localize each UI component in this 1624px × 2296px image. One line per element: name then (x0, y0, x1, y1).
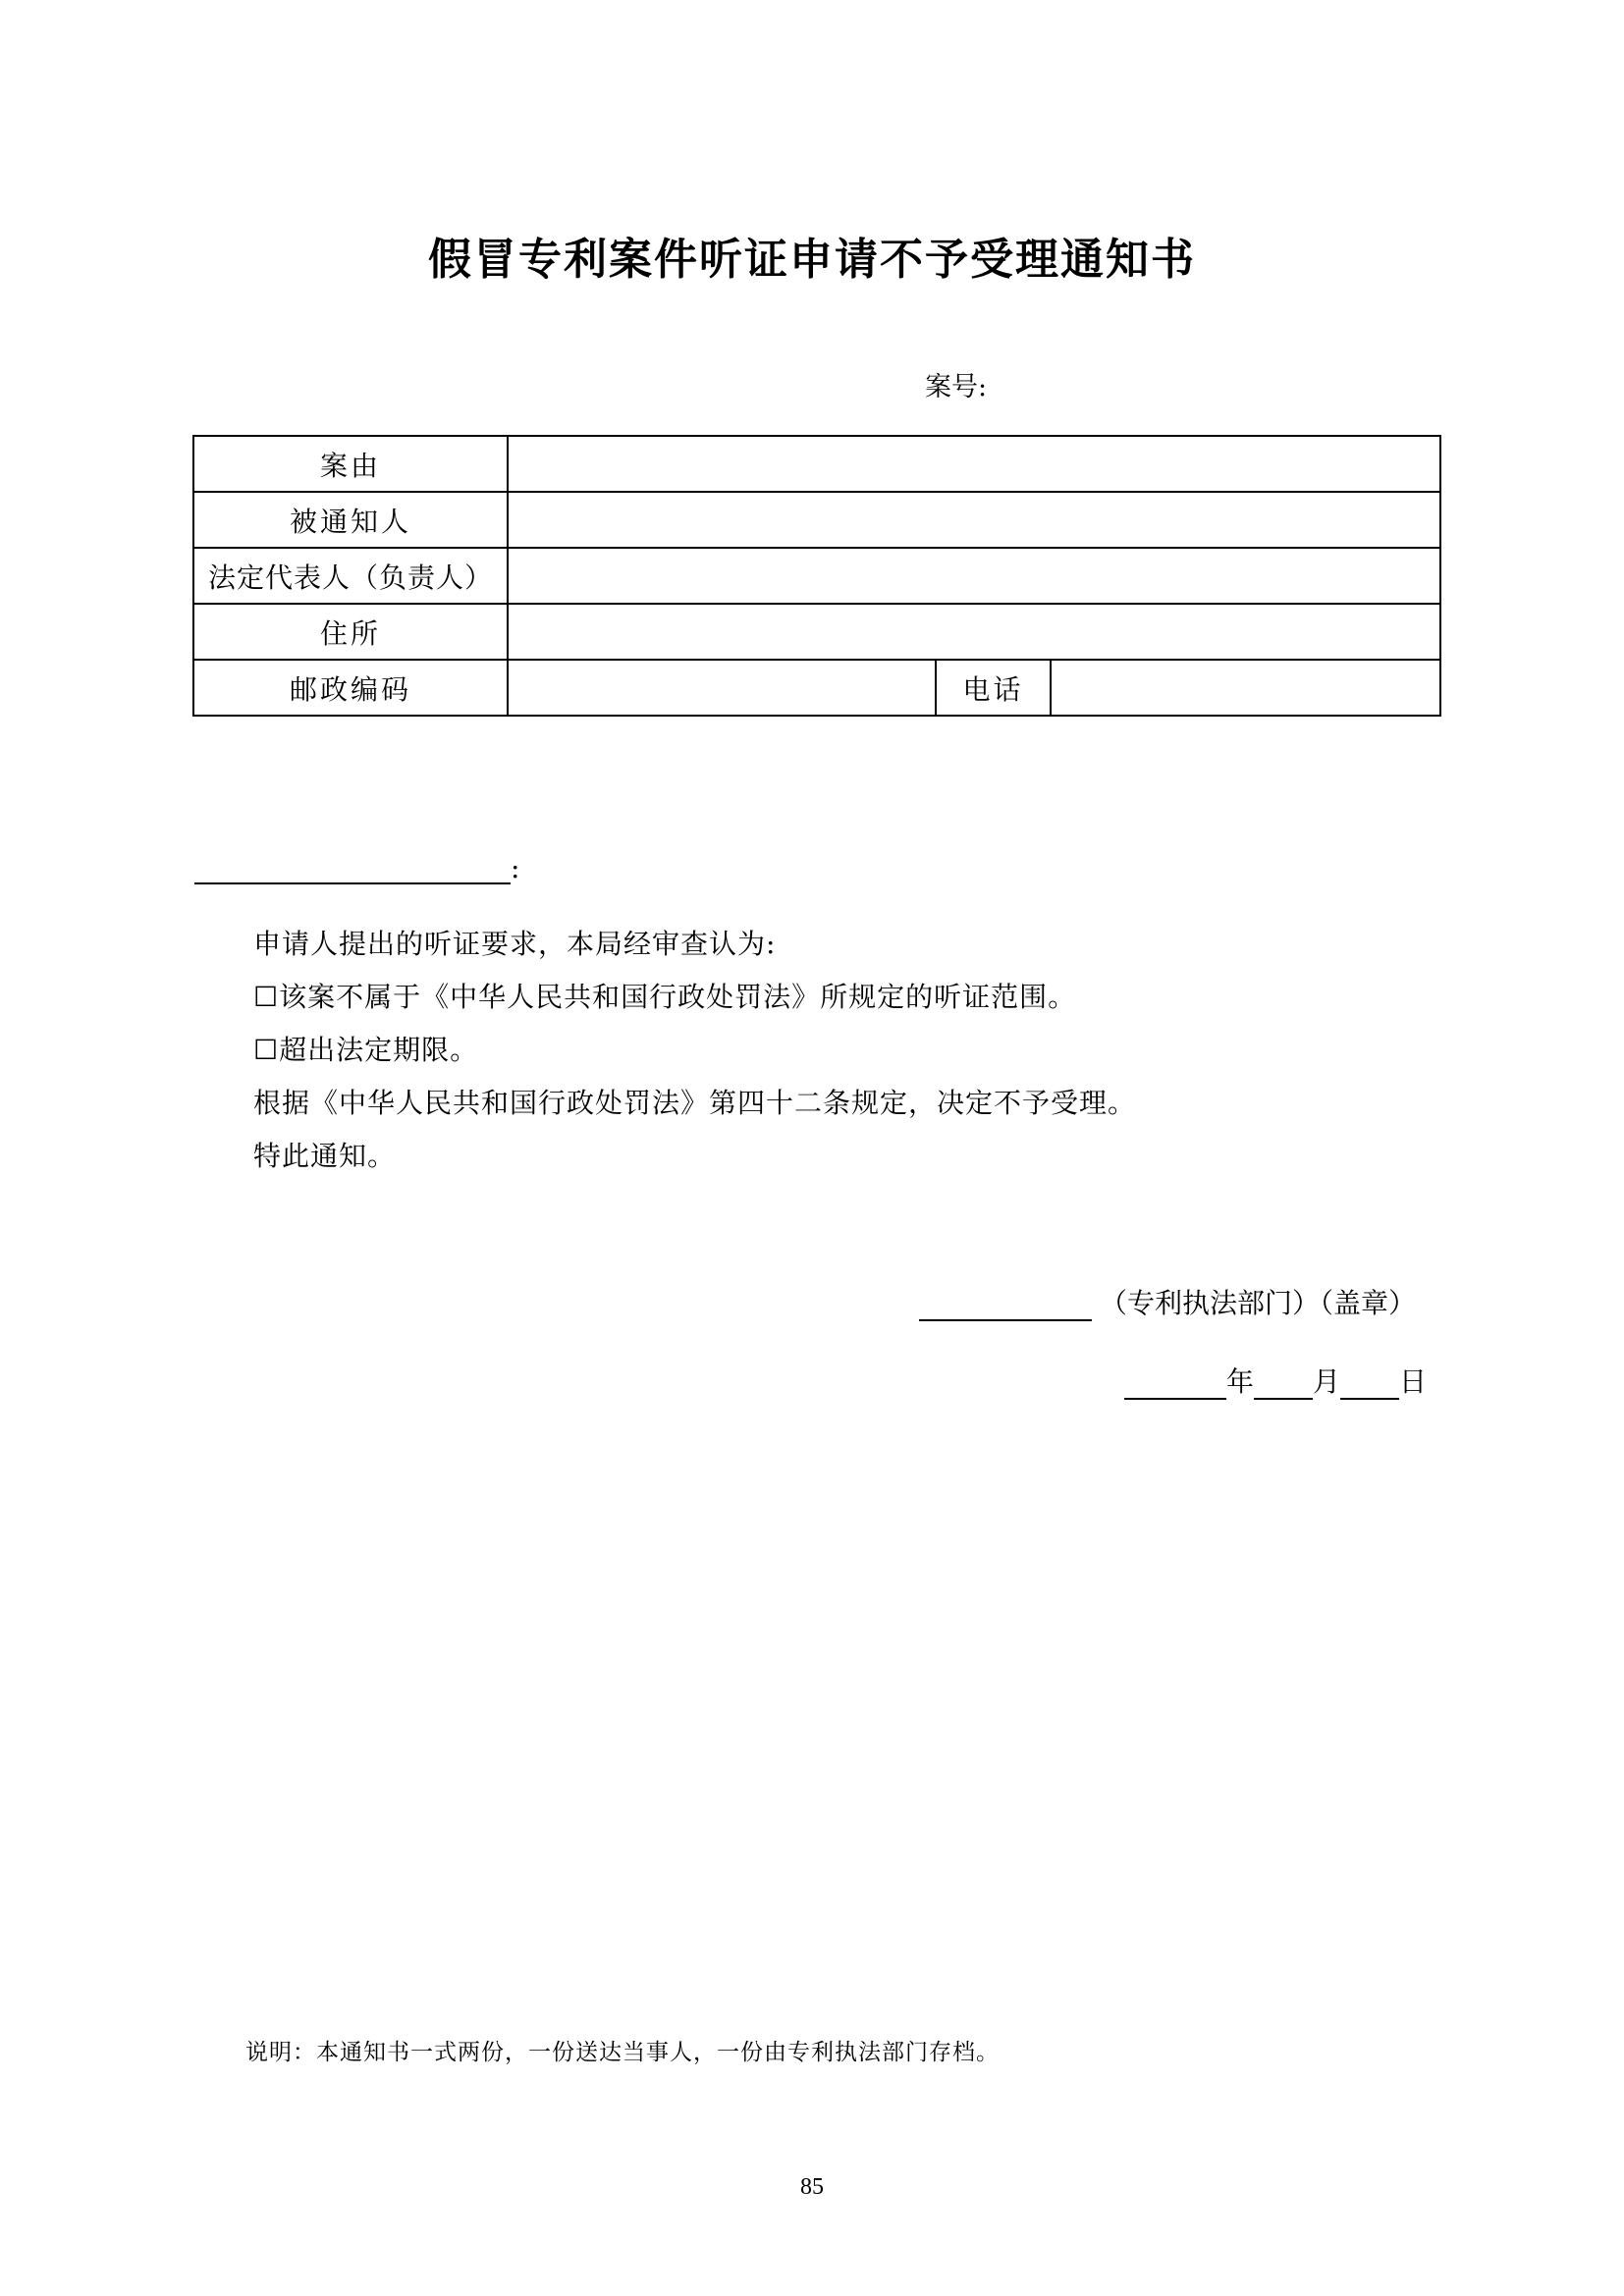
case-cause-field[interactable] (508, 436, 1440, 492)
address-field[interactable] (508, 604, 1440, 660)
case-cause-label: 案由 (193, 436, 508, 492)
table-row (193, 660, 1440, 716)
addressee-blank[interactable] (194, 855, 511, 884)
year-label: 年 (1226, 1365, 1255, 1398)
month-blank[interactable] (1254, 1370, 1313, 1400)
legal-rep-label: 法定代表人（负责人） (193, 548, 508, 604)
option-overdue[interactable]: ☐超出法定期限。 (253, 1034, 479, 1066)
option-not-in-scope[interactable]: ☐该案不属于《中华人民共和国行政处罚法》所规定的听证范围。 (253, 981, 1077, 1013)
table-row (193, 492, 1440, 548)
document-title: 假冒专利案件听证申请不予受理通知书 (428, 235, 1196, 285)
addressee-colon: : (511, 852, 520, 884)
signature-text: （专利执法部门）（盖章） (1100, 1287, 1417, 1319)
page-number: 85 (800, 2174, 824, 2200)
year-blank[interactable] (1124, 1370, 1226, 1400)
addressee (194, 852, 519, 884)
day-blank[interactable] (1340, 1370, 1399, 1400)
notice-body (253, 918, 1136, 1183)
body-line-4: 根据《中华人民共和国行政处罚法》第四十二条规定，决定不予受理。 (253, 1087, 1137, 1119)
legal-rep-field[interactable] (508, 548, 1440, 604)
department-blank[interactable] (919, 1292, 1092, 1321)
info-table (192, 435, 1441, 717)
phone-label: 电话 (936, 660, 1051, 716)
footnote: 说明：本通知书一式两份，一份送达当事人，一份由专利执法部门存档。 (245, 2040, 1000, 2065)
table-row (193, 436, 1440, 492)
postcode-field[interactable] (508, 660, 936, 716)
table-row (193, 548, 1440, 604)
month-label: 月 (1313, 1365, 1341, 1398)
table-row (193, 604, 1440, 660)
body-line-5: 特此通知。 (253, 1140, 397, 1172)
notified-party-label: 被通知人 (193, 492, 508, 548)
phone-field[interactable] (1051, 660, 1440, 716)
address-label: 住所 (193, 604, 508, 660)
day-label: 日 (1399, 1365, 1428, 1398)
date-block (1124, 1361, 1427, 1400)
notified-party-field[interactable] (508, 492, 1440, 548)
signature-block (919, 1282, 1416, 1321)
postcode-label: 邮政编码 (193, 660, 508, 716)
case-number-label: 案号: (925, 372, 988, 402)
body-line-1: 申请人提出的听证要求，本局经审查认为: (253, 928, 777, 960)
